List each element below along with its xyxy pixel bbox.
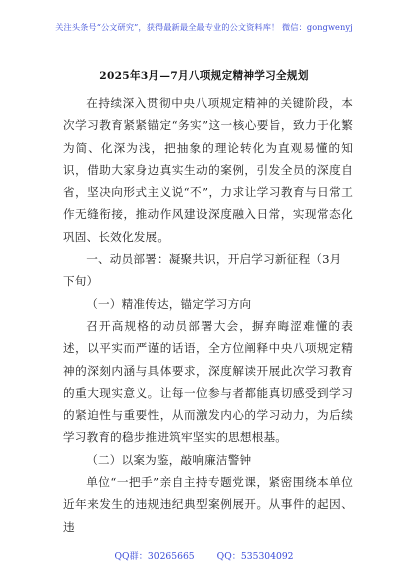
- section-heading-1: 一、动员部署：凝聚共识，开启学习新征程（3月下旬）: [63, 252, 342, 289]
- subsection-heading-2: （二）以案为鉴，敲响廉洁警钟: [86, 452, 252, 467]
- header-note: 关注头条号“公文研究”，获得最新最全最专业的公文资料库！ 微信：gongwenyj: [55, 22, 353, 32]
- footer-qq-group: QQ群：30265665: [114, 551, 195, 562]
- body-paragraph-1: 召开高规格的动员部署大会，摒弃晦涩难懂的表述，以平实而严谨的话语，全方位阐释中央八项规定精神的深刻内涵与具体要求，深度解读开展此次学习教育的重大现实意义。让每一位参与者都能真切感受到学习的紧迫性与重要性，从而激发内心的学习动力，为后续学习教育的稳步推进筑牢坚实的思想根基。: [63, 318, 353, 445]
- footer-qq: QQ：535304092: [216, 551, 294, 562]
- intro-paragraph: 在持续深入贯彻中央八项规定精神的关键阶段，本次学习教育紧紧锚定“务实”这一核心要旨，致力于化繁为简、化深为浅，把抽象的理论转化为直观易懂的知识，借助大家身边真实生动的案例，引发全员的深度自省，坚决向形式主义说“不”，力求让学习教育与日常工作无缝衔接，推动作风建设深度融入日常，实现常态化巩固、长效化发展。: [63, 96, 353, 244]
- document-title: 2025年3月—7月八项规定精神学习全规划: [99, 70, 309, 82]
- document-body: [63, 88, 353, 538]
- subsection-heading-1: （一）精准传达，锚定学习方向: [86, 296, 252, 311]
- footer-contact: [0, 548, 408, 562]
- body-paragraph-2: 单位“一把手”亲自主持专题党课，紧密围绕本单位近年来发生的违规违纪典型案例展开。从事件的起因、违: [63, 475, 353, 534]
